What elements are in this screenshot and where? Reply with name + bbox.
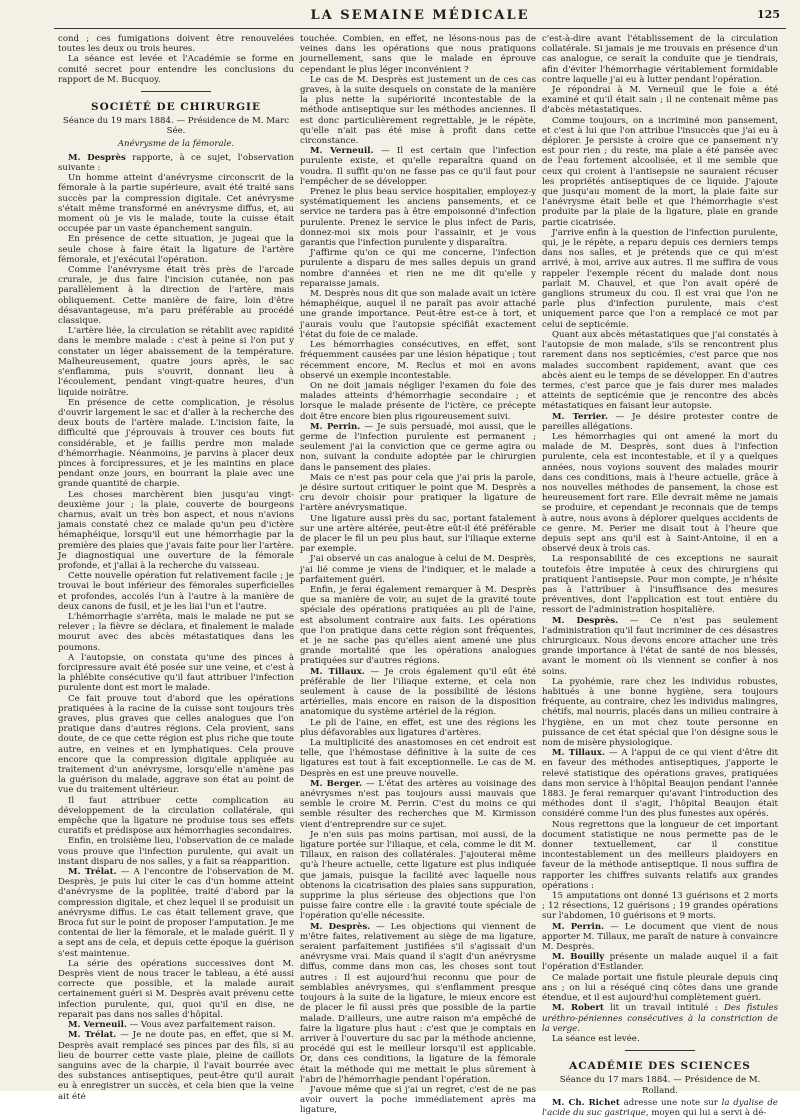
paragraph: Enfin, en troisième lieu, l'observation de ce malade vous prouve que l'infection purulente, qui avait un instant disparu de nos salles, y a fait sa réapparition. — [58, 836, 294, 867]
speaker-name: M. Trélat. — [68, 1030, 117, 1041]
paragraph: Comme l'anévrysme était très près de l'arcade crurale, je dus faire l'incision cutanée, non pas parallèlement à la direction de l'artère, mais obliquement. Cette manière de faire, loin d'être désavantageuse, m'a paru préférable au procédé classique. — [58, 265, 294, 327]
speaker-name: M. Verneuil. — [68, 1020, 127, 1031]
paragraph: J'arrive enfin à la question de l'infection purulente, qui, je le répète, a reparu depuis ces derniers temps dans nos salles, et je prétends que ce qui m'est arrivé, à moi, arrive aux autres. Il me suffira de vous rappeler l'exemple récent du malade dont nous parlait M. Chauvel, et que l'on avait opéré de ganglions strumeux du cou. Il est vrai que l'on ne parle plus d'infection purulente, mais c'est uniquement parce que l'on a remplacé ce mot par celui de septicémie. — [542, 227, 778, 330]
paragraph: Enfin, je ferai également remarquer à M. Desprès que sa manière de voir, au sujet de la gravité toute spéciale des opérations pratiquées au pli de l'aine, est absolument contraire aux faits. Les opérations que l'on pratique dans cette région sont fréquentes, et je ne sache pas qu'elles aient amené une plus grande mortalité que les opérations analogues pratiquées sur d'autres régions. — [300, 584, 536, 667]
paragraph: Les hémorrhagies consécutives, en effet, sont fréquemment causées par une lésion hépatique ; tout récemment encore, M. Reclus et moi en avons observé un exemple incontestable. — [300, 340, 536, 381]
paragraph: Cette nouvelle opération fut relativement facile ; je trouvai le bout inférieur des fémorales superficielles et profondes, accolés l'un à l'autre à la manière de deux canons de fusil, et je les liai l'un et l'autre. — [58, 571, 294, 612]
paragraph: M. Trélat. — A l'encontre de l'observation de M. Desprès, je puis lui citer le cas d'un homme atteint d'anévrysme de la poplitée, traité d'abord par la compression digitale, et chez lequel il se produisit un anévrysme diffus. Le cas était tellement grave, que Broca fut sur le point de proposer l'amputation. Je me contentai de lier la fémorale, et le malade guérit. Il y a sept ans de cela, et depuis cette époque la guérison s'est maintenue. — [58, 867, 294, 959]
paragraph: Les choses marchèrent bien jusqu'au vingt-deuxième jour ; la plaie, couverte de bourgeons charnus, avait un très bon aspect, et nous n'avions jamais constaté chez ce malade qu'un peu d'ictère hémaphéique, lorsqu'il eut une hémorrhagie par la première des plaies que j'avais faite pour lier l'artère. Je diagnostiquai une ouverture de la fémorale profonde, et j'allai à la recherche du vaisseau. — [58, 489, 294, 571]
paragraph: M. Verneuil. — Vous avez parfaitement raison. — [68, 1020, 276, 1031]
paragraph: M. Tillaux. — Je crois également qu'il eût été préférable de lier l'iliaque externe, et cela non seulement à cause de la possibilité de lésions artérielles, mais encore en raison de la disposition anatomique du système artériel de la région. — [300, 666, 536, 718]
column-3 — [542, 34, 779, 1118]
paragraph: En présence de cette situation, je jugeai que la seule chose à faire était la ligature de l'artère fémorale, et j'exécutai l'opération. — [58, 234, 294, 265]
paragraph: M. Desprès. — Les objections qui viennent de m'être faites, relativement au siège de ma ligature, seraient parfaitement justifiées s'il s'agissait d'un anévrysme vrai. Mais quand il s'agit d'un anévrysme diffus, comme dans mon cas, les choses sont tout autres : Il est aujourd'hui reconnu que pour de semblables anévrysmes, qui s'enflamment presque toujours à la suite de la ligature, le mieux encore est de placer le fil aussi près que possible de la partie malade. D'ailleurs, une autre raison m'a empêché de faire la ligature plus haut : c'est que je comptais en arriver à l'ouverture du sac par la méthode ancienne, procédé qui est le meilleur lorsqu'il est applicable. Or, dans ces conditions, la ligature de la fémorale était la méthode qui me mettait le plus sûrement à l'abri de l'hémorrhagie pendant l'opération. — [300, 921, 537, 1085]
paragraph: On ne doit jamais négliger l'examen du foie des malades atteints d'hémorrhagie secondaire ; et lorsque le malade présente de l'ictère, ce précepte doit être encore bien plus rigoureusement suivi. — [300, 380, 536, 422]
article-title: la dyalise de l'acide du suc gastrique, — [542, 1097, 778, 1118]
paragraph: La séance est levée et l'Académie se forme en comité secret pour entendre les conclusions du rapport de M. Bucquoy. — [58, 54, 294, 85]
paragraph: M. Desprès. — Ce n'est pas seulement l'administration qu'il faut incriminer de ces désastres chirurgicaux. Nous devons encore attacher une très grande importance à l'état de santé de nos blessés, avant le moment où ils viennent se confier à nos soins. — [542, 615, 778, 677]
speaker-name: M. Berger. — [310, 778, 363, 789]
paragraph: M. Berger. — L'état des artères au voisinage des anévrysmes n'est pas toujours aussi mauvais que semble le croire M. Perrin. C'est du moins ce qui semble résulter des recherches que M. Kirmisson vient d'entreprendre sur ce sujet. — [300, 778, 536, 830]
paragraph: L'hémorrhagie s'arrêta, mais le malade ne put se relever ; la fièvre se déclara, et finalement le malade mourut avec des abcès métastatiques dans les poumons. — [58, 611, 294, 653]
speaker-name: M. Terrier. — [552, 411, 608, 422]
paragraph: Je n'en suis pas moins partisan, moi aussi, de la ligature portée sur l'iliaque, et cela, comme le dit M. Tillaux, en raison des collatérales. J'ajouterai même qu'à l'heure actuelle, cette ligature est plus indiquée que jamais, puisque la facilité avec laquelle nous obtenons la cicatrisation des plaies sans suppuration, supprime la plus sérieuse des objections que l'on puisse faire contre elle : la gravité toute spéciale de l'opération qu'elle nécessite. — [300, 829, 536, 922]
journal-title: LA SEMAINE MÉDICALE — [310, 8, 530, 23]
paragraph: cond ; ces fumigations doivent être renouvelées toutes les deux ou trois heures. — [58, 34, 294, 55]
paragraph: 15 amputations ont donné 13 guérisons et 2 morts ; 12 résections, 12 guérisons ; 19 grandes opérations sur l'abdomen, 10 guérisons et 9 morts. — [542, 891, 778, 922]
paragraph: Ce malade portait une fistule pleurale depuis cinq ans ; on lui a réséqué cinq côtes dans une grande étendue, et il est aujourd'hui complètement guéri. — [542, 972, 778, 1004]
column-1 — [58, 34, 294, 1102]
speaker-name: M. Desprès. — [310, 921, 371, 932]
paragraph: En présence de cette complication, je résolus d'ouvrir largement le sac et d'aller à la recherche des deux bouts de l'artère malade. L'incision faite, la difficulté que j'éprouvais à trouver ces bouts fut considérable, et je faillis perdre mon malade d'hémorrhagie. Néanmoins, je parvins à placer deux pinces à forcipressures, et je les maintins en place pendant onze jours, en bourrant la plaie avec une grande quantité de charpie. — [58, 397, 294, 490]
paragraph: J'ai observé un cas analogue à celui de M. Desprès, j'ai lié comme je viens de l'indiquer, et le malade a parfaitement guéri. — [300, 554, 536, 585]
paragraph: M. Desprès rapporte, à ce sujet, l'observation suivante : — [58, 152, 294, 174]
speaker-name: M. Tillaux. — [552, 748, 605, 759]
paragraph: Ce fait prouve tout d'abord que les opérations pratiquées à la racine de la cuisse sont toujours très graves, plus graves que celles analogues que l'on pratique dans d'autres régions. Cela provient, sans doute, de ce que cette région est plus riche que toute autre, en veines et en lymphatiques. Cela prouve encore que la compression digitale appliquée au traitement d'un anévrysme, lorsqu'elle n'amène pas la guérison du malade, aggrave son état au point de vue du traitement ultérieur. — [58, 693, 294, 796]
paragraph: M. Ch. Richet adresse une note sur la dyalise de l'acide du suc gastrique, moyen qui lui a servi à dé- — [542, 1097, 778, 1118]
paragraph: Une ligature aussi près du sac, portant fatalement sur une artère altérée, peut-être eût-il été préférable de placer le fil un peu plus haut, sur l'iliaque externe par exemple. — [300, 513, 536, 555]
paragraph: M. Desprès nous dit que son malade avait un ictère hémaphéique, auquel il ne paraît pas avoir attaché une grande importance. Peut-être est-ce à tort, et j'aurais voulu que l'autopsie spécifiât exactement l'état du foie de ce malade. — [300, 289, 536, 340]
page-number: 125 — [757, 8, 780, 21]
paragraph: L'artère liée, la circulation se rétablit avec rapidité dans le membre malade : c'est à peine si l'on put y constater un léger abaissement de la température. Malheureusement, quatre jours après, le sac s'enflamma, puis s'ouvrit, donnant lieu à l'écoulement, pendant vingt-quatre heures, d'un liquide noirâtre. — [58, 326, 294, 398]
paragraph: M. Robert lit un travail intitulé : Des fistules uréthro-péniennes consécutives à la constriction de la verge. — [542, 1003, 778, 1034]
paragraph: M. Trélat. — Je ne doute pas, en effet, que si M. Desprès avait remplacé ses pinces par des fils, si au lieu de bourrer cette vaste plaie, pleine de caillots sanguins avec de la charpie, il l'avait bourrée avec des substances antiseptiques, peut-être qu'il aurait eu à enregistrer un succès, et cela bien que la veine ait été — [58, 1030, 294, 1102]
section-divider — [141, 91, 211, 92]
article-title: Des fistules uréthro-péniennes consécutives à la constriction de la verge. — [542, 1003, 778, 1034]
paragraph: Mais ce n'est pas pour cela que j'ai pris la parole, je désire surtout critiquer le point que M. Desprès a cru devoir choisir pour pratiquer la ligature de l'artère anévrysmatique. — [300, 472, 536, 514]
paragraph: M. Terrier. — Je désire protester contre de pareilles allégations. — [542, 411, 779, 432]
paragraph: La multiplicité des anastomoses en cet endroit est telle, que l'hémostase définitive à la suite de ces ligatures est tout à fait exceptionnelle. Le cas de M. Desprès en est une preuve nouvelle. — [300, 738, 536, 779]
paragraph: Nous regrettons que la longueur de cet important document statistique ne nous permette pas de le donner textuellement, car il constitue incontestablement un des meilleurs plaidoyers en faveur de la méthode antiseptique. Il nous suffira de rapporter les chiffres suivants relatifs aux grandes opérations : — [542, 819, 778, 891]
paragraph: M. Bouilly présente un malade auquel il a fait l'opération d'Estlander. — [542, 952, 778, 973]
paragraph: Il faut attribuer cette complication au développement de la circulation collatérale, qui empêche que la ligature ne produise tous ses effets curatifs et prédispose aux hémorrhagies secondaires. — [58, 795, 294, 837]
paragraph: La responsabilité de ces exceptions ne saurait toutefois être imputée à ceux des chirurgiens qui pratiquent l'antisepsie. Pour mon compte, je n'hésite pas à l'attribuer à l'insuffisance des mesures préventives, dont l'application est tout entière du ressort de l'administration hospitalière. — [542, 554, 778, 616]
paragraph: La pyohémie, rare chez les individus robustes, habitués à une bonne hygiène, sera toujours fréquente, au contraire, chez les individus malingres, chétifs, mal nourris, placés dans un milieu contraire à l'hygiène, en un mot chez toute personne en puissance de cet état spécial que l'on désigne sous le nom de misère physiologique. — [542, 676, 778, 749]
speaker-name: M. Desprès. — [552, 615, 619, 626]
paragraph: Un homme atteint d'anévrysme circonscrit de la fémorale à la partie supérieure, avait été traité sans succès par la compression digitale. Cet anévrysme s'était même transformé en anévrysme diffus, et, au moment où je vis le malade, toute la cuisse était occupée par un vaste épanchement sanguin. — [58, 173, 294, 235]
paragraph: c'est-à-dire avant l'établissement de la circulation collatérale. Si jamais je me trouvais en présence d'un cas analogue, ce serait la conduite que je tiendrais, afin d'éviter l'hémorrhagie véritablement formidable contre laquelle j'ai eu à lutter pendant l'opération. — [542, 34, 778, 85]
speaker-name: M. Robert — [552, 1003, 604, 1014]
paragraph: J'affirme qu'on ce qui me concerne, l'infection purulente a disparu de mes salles depuis un grand nombre d'années et rien ne me dit qu'elle y reparaisse jamais. — [300, 248, 536, 289]
running-header — [54, 6, 786, 29]
speaker-name: M. Tillaux. — [310, 666, 365, 677]
seance-line: Séance du 19 mars 1884. — Présidence de M. Marc Sée. — [62, 116, 290, 137]
paragraph: J'avoue même que si j'ai un regret, c'est de ne pas avoir ouvert la poche immédiatement après ma ligature, — [300, 1084, 536, 1116]
section-heading-societe-chirurgie: SOCIÉTÉ DE CHIRURGIE — [91, 101, 261, 114]
paragraph: M. Perrin. — Je suis persuadé, moi aussi, que le germe de l'infection purulente est permanent ; seulement j'ai la conviction que ce germe agira ou non, suivant la conduite adoptée par le chirurgien dans le pansement des plaies. — [300, 421, 536, 473]
seance-line: Séance du 17 mars 1884. — Présidence de M. Rolland. — [559, 1075, 761, 1096]
speaker-name: M. Perrin. — [552, 921, 605, 932]
paragraph: La série des opérations successives dont M. Desprès vient de nous tracer le tableau, a été aussi correcte que possible, et la malade aurait certainement guéri si M. Desprès avait prévenu cette infection purulente, qui, quoi qu'il en dise, ne reparait pas dans nos salles d'hôpital. — [58, 958, 294, 1020]
section-heading-academie-sciences: ACADÉMIE DES SCIENCES — [569, 1060, 751, 1073]
paragraph: Comme toujours, on a incriminé mon pansement, et c'est à lui que l'on attribue l'insuccès que j'ai eu à déplorer. Je persiste à croire que ce pansement n'y est pour rien ; du reste, ma plaie a été pansée avec de l'eau fortement alcoolisée, et il me semble que ceux qui croient à l'antisepsie ne sauraient récuser les propriétés antiseptiques de ce liquide. J'ajoute que jusqu'au moment de la mort, la plaie faite sur l'anévrysme était belle et que l'hémorrhagie s'est produite par la plaie de la ligature, plaie en grande partie cicatrisée. — [542, 115, 778, 228]
speaker-name: M. Ch. Richet — [552, 1097, 620, 1108]
speaker-name: M. Verneuil. — [310, 146, 374, 157]
paragraph: Les hémorrhagies qui ont amené la mort du malade de M. Desprès, sont dues à l'infection purulente, cela est incontestable, et il y a quelques années, nous voyions souvent des malades mourir dans ces conditions, mais à l'heure actuelle, grâce à nos nouvelles méthodes de pansement, la chose est heureusement fort rare. Elle devrait même ne jamais se produire, et cependant je reconnais que de temps à autre, nous avons à déplorer quelques accidents de ce genre. M. Perier me disait tout à l'heure que depuis sept ans qu'il est à Saint-Antoine, il en a observé deux à trois cas. — [542, 431, 778, 555]
article-subtitle: Anévrysme de la fémorale. — [117, 138, 235, 149]
paragraph: M. Tillaux. — A l'appui de ce qui vient d'être dit en faveur des méthodes antiseptiques, j'apporte le relevé statistique des opérations graves, pratiquées dans mon service à l'hôpital Beaujon pendant l'année 1883. Je ferai remarquer qu'avant l'introduction des méthodes dont il s'agit, l'hôpital Beaujon était considéré comme l'un des plus funestes aux opérés. — [542, 748, 779, 820]
section-divider — [625, 1050, 695, 1051]
speaker-name: M. Perrin. — [310, 421, 361, 432]
column-2 — [300, 34, 537, 1116]
paragraph: Je répondrai à M. Verneuil que le foie a été examiné et qu'il était sain ; il ne contenait même pas d'abcès métastatiques. — [542, 85, 778, 116]
speaker-name: M. Bouilly — [552, 952, 605, 963]
paragraph: Le pli de l'aine, en effet, est une des régions les plus défavorables aux ligatures d'artères. — [300, 717, 536, 738]
paragraph: touchée. Combien, en effet, ne lésons-nous pas de veines dans les opérations que nous pratiquons journellement, sans que le malade en éprouve cependant le plus léger inconvénient ? — [300, 34, 536, 75]
paragraph: Le cas de M. Desprès est justement un de ces cas graves, à la suite desquels on constate de la manière la plus nette la supériorité incontestable de la méthode antiseptique sur les méthodes anciennes. Il est donc particulièrement regrettable, je le répète, qu'elle n'ait pas été mise à profit dans cette circonstance. — [300, 74, 536, 147]
speaker-name: M. Trélat. — [68, 867, 117, 878]
paragraph: M. Perrin. — Le document que vient de nous apporter M. Tillaux, me paraît de nature à convaincre M. Desprès. — [542, 921, 778, 953]
paragraph: A l'autopsie, on constata qu'une des pinces à forcipressure avait été posée sur une veine, et c'est à la phlébite consécutive qu'il faut attribuer l'infection purulente dont est mort le malade. — [58, 652, 294, 694]
paragraph: Quant aux abcès métastatiques que j'ai constatés à l'autopsie de mon malade, s'ils se rencontrent plus rarement dans nos septicémies, c'est parce que nos malades succombent rapidement, avant que ces abcès aient eu le temps de se développer. En d'autres termes, c'est parce que je fais durer mes malades atteints de septicémie que je rencontre des abcès métastatiques en faisant leur autopsie. — [542, 329, 778, 412]
paragraph: Prenez le plus beau service hospitalier, employez-y systématiquement les anciens pansements, et ce service ne tardera pas à être empoisonné d'infection purulente. Prenez le service le plus infect de Paris, donnez-moi six mois pour l'assainir, et je vous garantis que l'infection purulente y disparaîtra. — [300, 187, 536, 249]
paragraph: M. Verneuil. — Il est certain que l'infection purulente existe, et qu'elle reparaîtra quand on voudra. Il suffit qu'on ne fasse pas ce qu'il faut pour l'empêcher de se développer. — [300, 146, 537, 187]
speaker-name: M. Desprès — [68, 152, 126, 163]
paragraph: La séance est levée. — [552, 1033, 640, 1044]
